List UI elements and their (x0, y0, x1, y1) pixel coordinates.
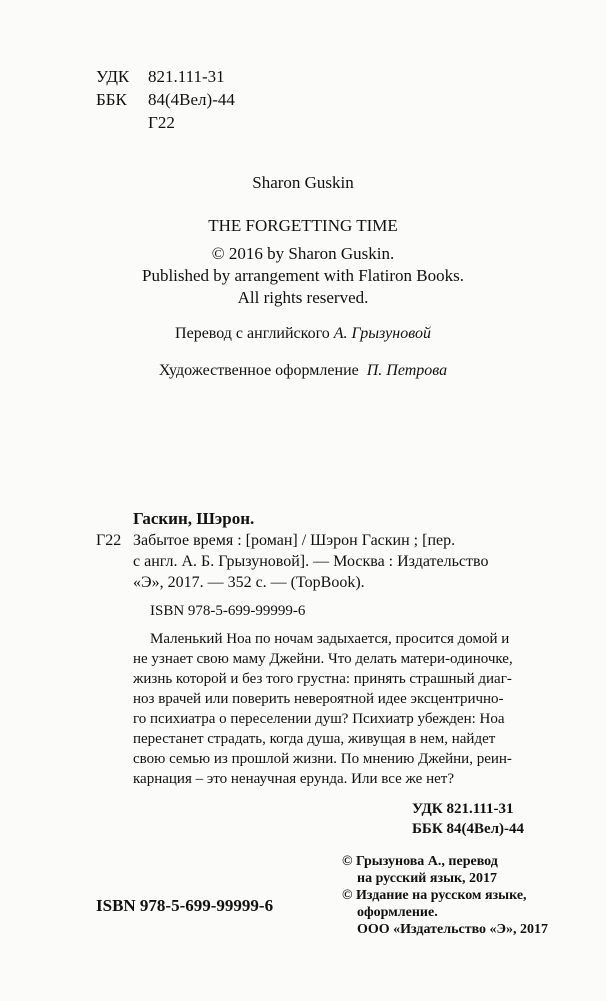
bib-line-3: «Э», 2017. — 352 с. — (TopBook). (133, 574, 365, 591)
footer-copyright-1b: на русский язык, 2017 (357, 871, 498, 886)
bbk-label: ББК (96, 90, 127, 109)
footer-copyright-1a: © Грызунова А., перевод (342, 854, 498, 869)
bib-heading: Гаскин, Шэрон. (133, 509, 255, 528)
bbk-code-bottom: ББК 84(4Вел)-44 (412, 821, 525, 837)
annotation-line-7: свою семью из прошлой жизни. По мнению Джейни, реин- (133, 751, 512, 767)
bbk-line (96, 89, 235, 111)
annotation-line-2: не узнает свою маму Джейни. Что делать матери-одиночке, (133, 651, 513, 667)
copyright-line-1: © 2016 by Sharon Guskin. (211, 244, 395, 263)
bib-sign: Г22 (96, 532, 122, 549)
copyright-line-2: Published by arrangement with Flatiron Books. (141, 266, 465, 285)
copyright-line-3: All rights reserved. (237, 288, 369, 307)
design-label: Художественное оформление (158, 362, 359, 379)
annotation-line-1: Маленький Ноа по ночам задыхается, просится домой и (150, 631, 510, 647)
author-sign: Г22 (148, 113, 175, 132)
footer-copyright-2b: оформление. (357, 905, 438, 920)
annotation-line-4: ноз врачей или поверить невероятной идее эксцентрично- (133, 691, 504, 707)
udk-code-bottom: УДК 821.111-31 (412, 801, 514, 817)
design-credit (0, 360, 606, 381)
footer-isbn: ISBN 978-5-699-99999-6 (96, 896, 274, 915)
annotation-line-3: жизнь которой и без того грустна: принять страшный диаг- (133, 671, 512, 687)
annotation-line-8: карнация – это ненаучная ерунда. Или все же нет? (133, 771, 454, 787)
udk-label: УДК (96, 67, 130, 86)
udk-value: 821.111-31 (148, 67, 225, 86)
translator-name: А. Грызуновой (333, 325, 431, 342)
annotation-line-5: го психиатра о переселении душ? Психиатр убежден: Ноа (133, 711, 505, 727)
footer-copyright-2c: ООО «Издательство «Э», 2017 (357, 922, 549, 937)
bib-isbn: ISBN 978-5-699-99999-6 (150, 603, 306, 619)
footer-copyright-2a: © Издание на русском языке, (342, 888, 527, 903)
bbk-value: 84(4Вел)-44 (148, 90, 235, 109)
original-title: THE FORGETTING TIME (208, 216, 398, 235)
original-author: Sharon Guskin (252, 173, 354, 192)
annotation-line-6: перестанет страдать, когда душа, живущая в нем, найдет (133, 731, 496, 747)
bib-line-2: с англ. А. Б. Грызуновой]. — Москва : Издательство (133, 553, 489, 570)
designer-name: П. Петрова (366, 362, 448, 379)
translation-label: Перевод с английского (175, 325, 330, 342)
udk-line (96, 66, 225, 88)
bib-line-1: Забытое время : [роман] / Шэрон Гаскин ; [пер. (133, 532, 456, 549)
translation-credit (0, 323, 606, 344)
